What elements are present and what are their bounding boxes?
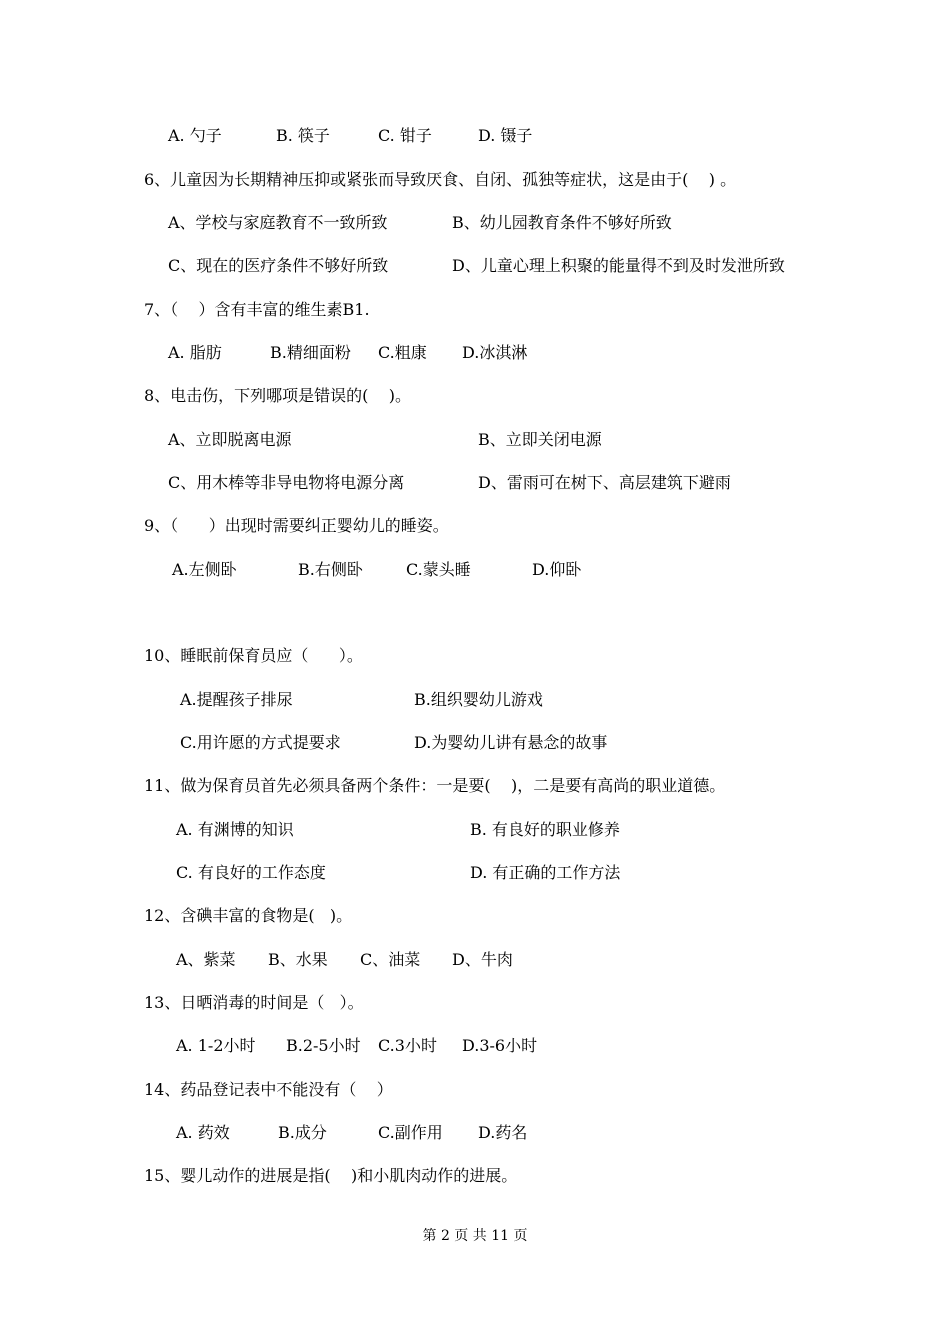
question-text: 11、做为保育员首先必须具备两个条件：一是要( )，二是要有高尚的职业道德。 bbox=[144, 776, 726, 795]
text-line bbox=[0, 166, 950, 194]
question-text: 15、婴儿动作的进展是指( )和小肌肉动作的进展。 bbox=[144, 1166, 518, 1185]
text-line bbox=[0, 989, 950, 1017]
question-text: 7、（ ）含有丰富的维生素B1. bbox=[144, 300, 370, 319]
option-text: C.副作用 bbox=[378, 1123, 443, 1142]
option-text: D.为婴幼儿讲有悬念的故事 bbox=[414, 733, 608, 752]
text-line bbox=[0, 1076, 950, 1104]
option-text: D.药名 bbox=[478, 1123, 528, 1142]
question-text: 13、日晒消毒的时间是（ ）。 bbox=[144, 993, 364, 1012]
option-text: D. 镊子 bbox=[478, 126, 533, 145]
option-text: A、学校与家庭教育不一致所致 bbox=[168, 213, 388, 232]
option-text: D. 有正确的工作方法 bbox=[470, 863, 621, 882]
option-text: D.3-6小时 bbox=[462, 1036, 538, 1055]
text-line bbox=[0, 426, 950, 454]
option-text: C、油菜 bbox=[360, 950, 421, 969]
text-line bbox=[0, 1032, 950, 1060]
option-text: A.左侧卧 bbox=[172, 560, 237, 579]
option-text: C、现在的医疗条件不够好所致 bbox=[168, 256, 389, 275]
option-text: B、水果 bbox=[268, 950, 328, 969]
text-line bbox=[0, 252, 950, 280]
option-text: C.粗康 bbox=[378, 343, 427, 362]
text-line bbox=[0, 339, 950, 367]
option-text: A. 1-2小时 bbox=[176, 1036, 256, 1055]
question-text: 9、（ ）出现时需要纠正婴幼儿的睡姿。 bbox=[144, 516, 449, 535]
text-line bbox=[0, 556, 950, 584]
text-line bbox=[0, 1162, 950, 1190]
option-text: D.冰淇淋 bbox=[462, 343, 528, 362]
text-line bbox=[0, 902, 950, 930]
option-text: A、立即脱离电源 bbox=[168, 430, 292, 449]
option-text: D、雷雨可在树下、高层建筑下避雨 bbox=[478, 473, 731, 492]
option-text: C. 有良好的工作态度 bbox=[176, 863, 326, 882]
text-line bbox=[0, 642, 950, 670]
option-text: B、立即关闭电源 bbox=[478, 430, 602, 449]
option-text: D、牛肉 bbox=[452, 950, 513, 969]
text-line bbox=[0, 816, 950, 844]
question-text: 8、电击伤，下列哪项是错误的( )。 bbox=[144, 386, 412, 405]
option-text: A. 药效 bbox=[176, 1123, 230, 1142]
question-text: 6、儿童因为长期精神压抑或紧张而导致厌食、自闭、孤独等症状，这是由于( ) 。 bbox=[144, 170, 737, 189]
text-line bbox=[0, 382, 950, 410]
option-text: A. 脂肪 bbox=[168, 343, 222, 362]
option-text: B.右侧卧 bbox=[298, 560, 363, 579]
text-line bbox=[0, 469, 950, 497]
option-text: D、儿童心理上积聚的能量得不到及时发泄所致 bbox=[452, 256, 785, 275]
option-text: B. 有良好的职业修养 bbox=[470, 820, 620, 839]
option-text: C.3小时 bbox=[378, 1036, 437, 1055]
option-text: A. 勺子 bbox=[168, 126, 222, 145]
text-line bbox=[0, 296, 950, 324]
option-text: B、幼儿园教育条件不够好所致 bbox=[452, 213, 672, 232]
question-text: 10、睡眠前保育员应（ ）。 bbox=[144, 646, 363, 665]
option-text: C、用木棒等非导电物将电源分离 bbox=[168, 473, 405, 492]
text-line bbox=[0, 946, 950, 974]
option-text: A、紫菜 bbox=[176, 950, 236, 969]
text-line bbox=[0, 122, 950, 150]
option-text: B.精细面粉 bbox=[270, 343, 351, 362]
text-line bbox=[0, 512, 950, 540]
text-line bbox=[0, 1119, 950, 1147]
option-text: B. 筷子 bbox=[276, 126, 330, 145]
option-text: A.提醒孩子排尿 bbox=[180, 690, 293, 709]
option-text: C.用许愿的方式提要求 bbox=[180, 733, 341, 752]
option-text: B.成分 bbox=[278, 1123, 327, 1142]
text-line bbox=[0, 729, 950, 757]
text-line bbox=[0, 772, 950, 800]
option-text: C. 钳子 bbox=[378, 126, 432, 145]
text-line bbox=[0, 859, 950, 887]
text-line bbox=[0, 209, 950, 237]
option-text: A. 有渊博的知识 bbox=[176, 820, 294, 839]
option-text: D.仰卧 bbox=[532, 560, 582, 579]
option-text: B.组织婴幼儿游戏 bbox=[414, 690, 543, 709]
question-text: 14、药品登记表中不能没有（ ） bbox=[144, 1080, 393, 1099]
option-text: B.2-5小时 bbox=[286, 1036, 361, 1055]
text-line bbox=[0, 686, 950, 714]
page-footer: 第 2 页 共 11 页 bbox=[422, 1228, 528, 1244]
option-text: C.蒙头睡 bbox=[406, 560, 471, 579]
question-text: 12、含碘丰富的食物是( )。 bbox=[144, 906, 353, 925]
